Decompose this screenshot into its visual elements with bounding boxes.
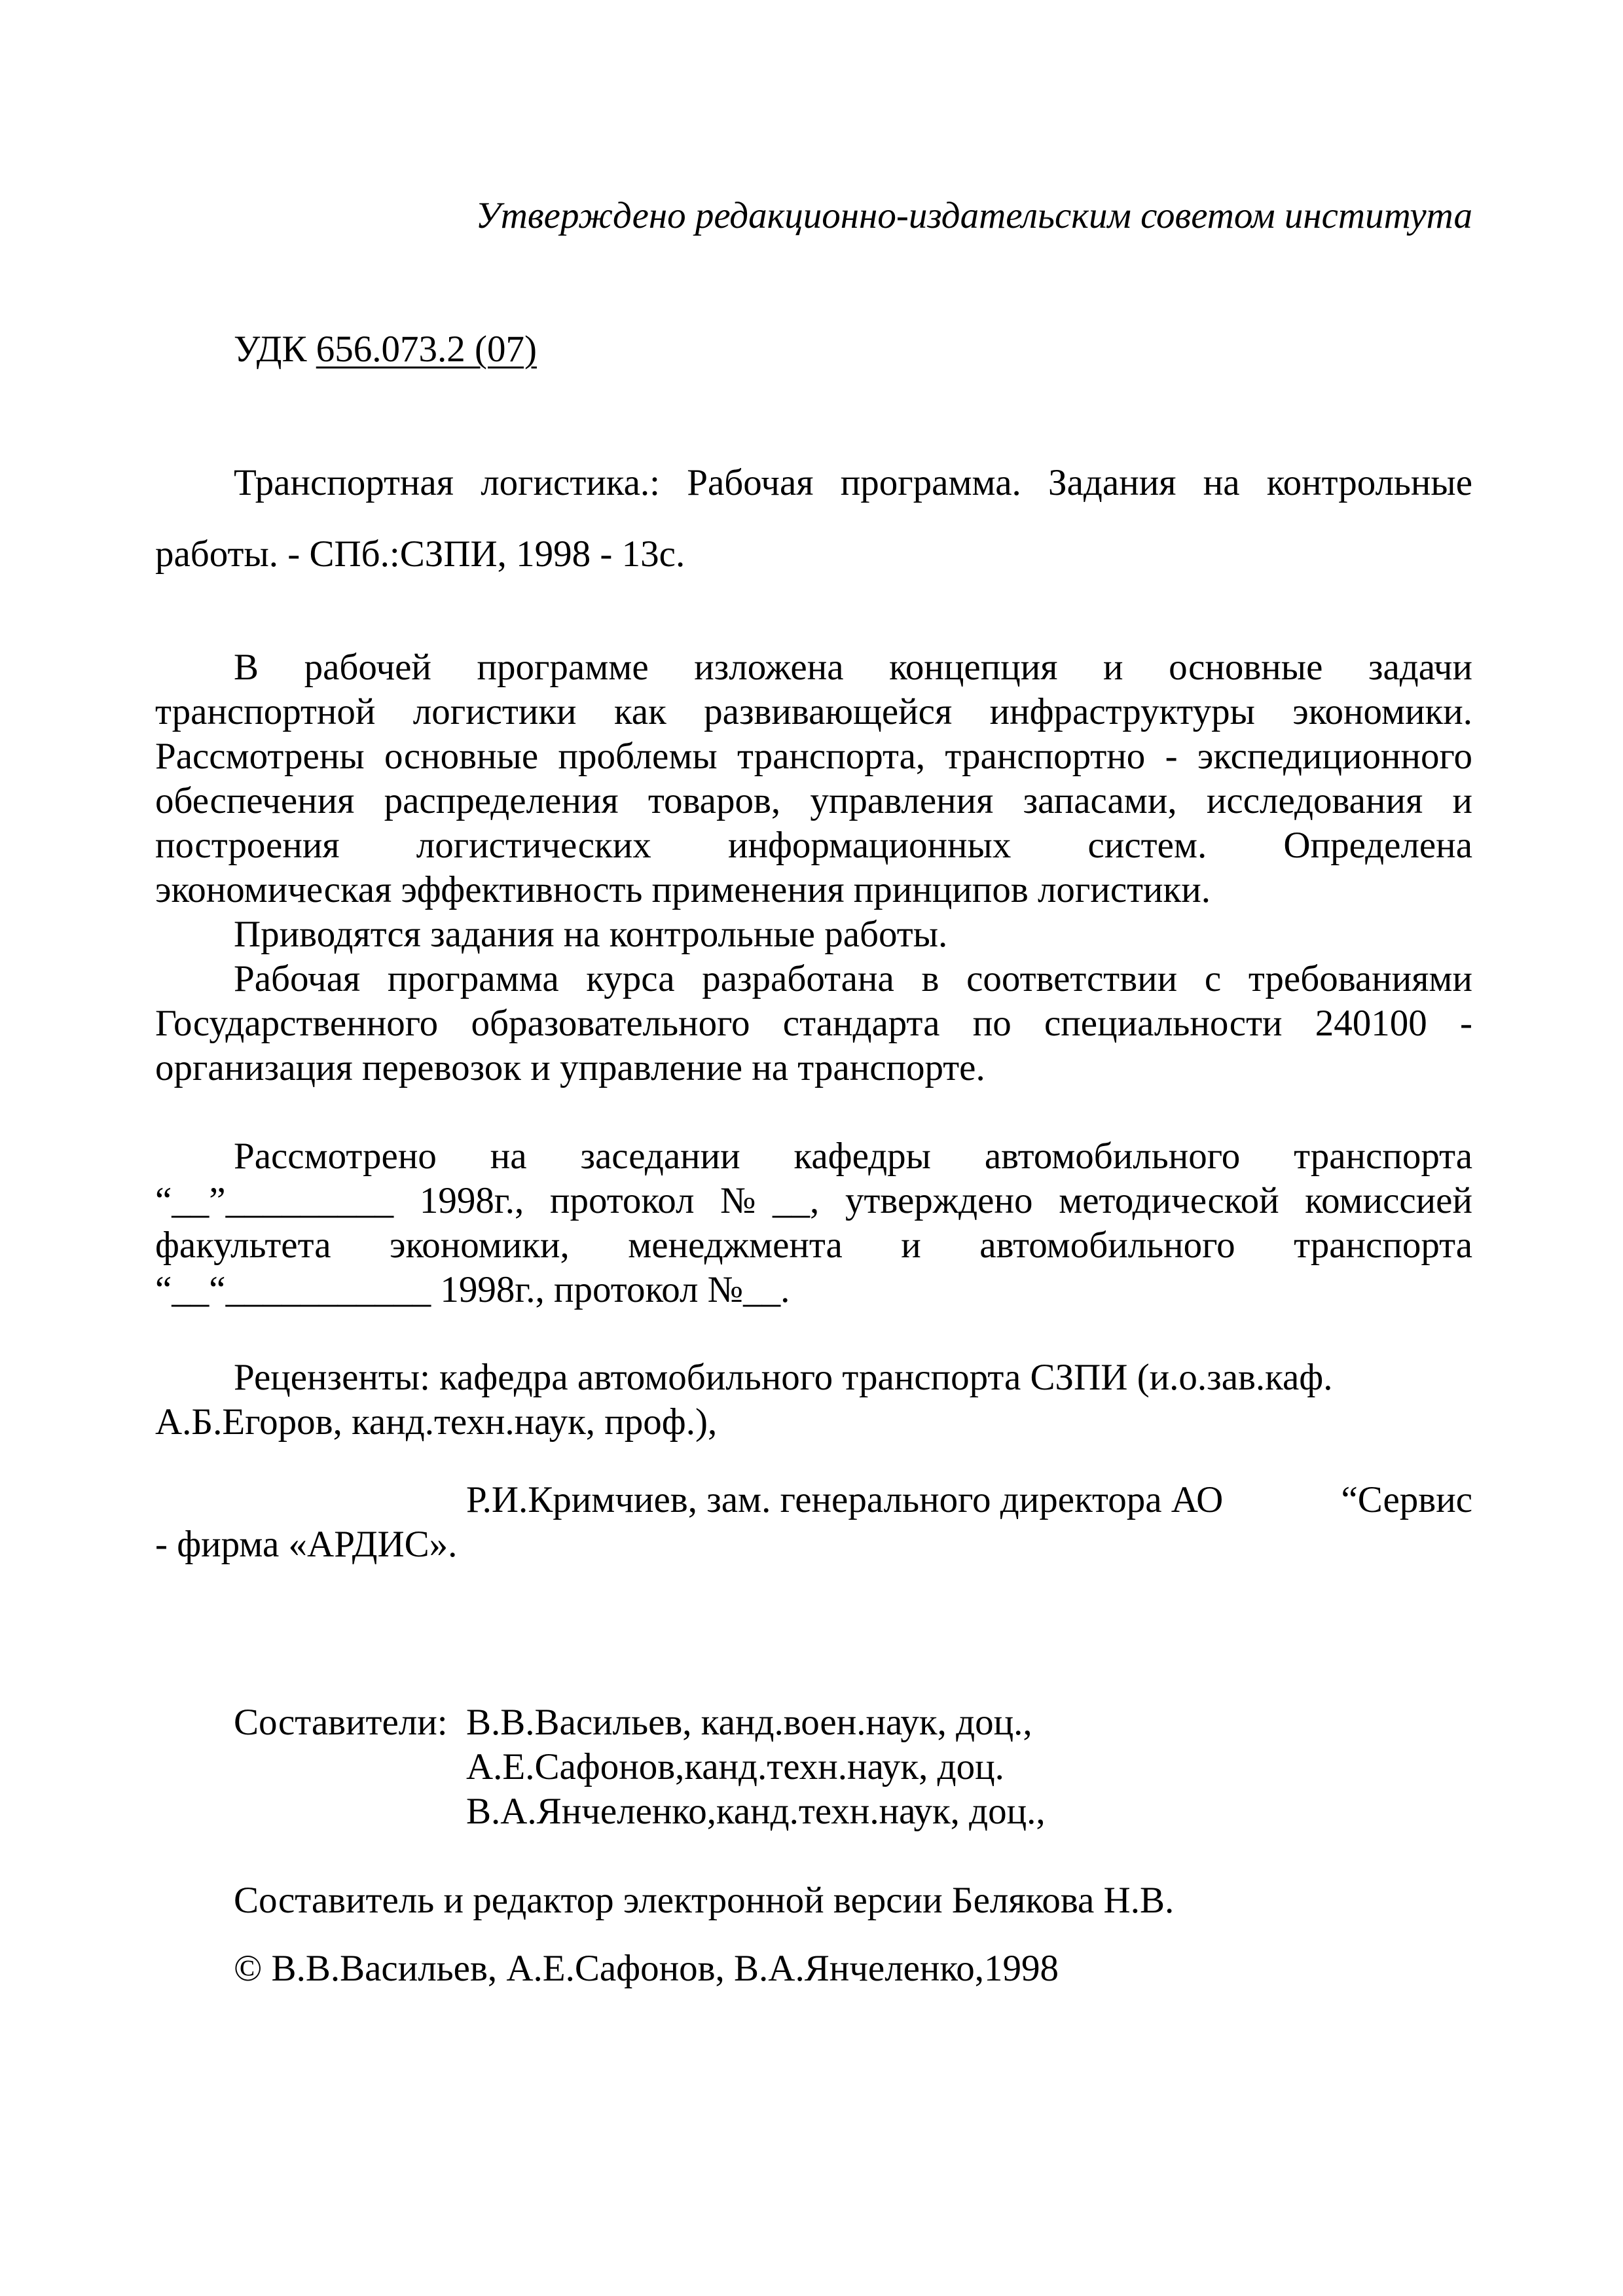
compiler-3: В.А.Янчеленко,канд.техн.наук, доц.,: [466, 1791, 1046, 1832]
approval-line: Утверждено редакционно-издательским советом института: [475, 195, 1472, 236]
abstract-line-10: организация перевозок и управление на транспорте.: [155, 1047, 985, 1088]
reviewers-line-2: А.Б.Егоров, канд.техн.наук, проф.),: [155, 1401, 718, 1443]
compilers-label: Составители:: [234, 1702, 457, 1743]
abstract-line-4: обеспечения распределения товаров, управления запасами, исследования и: [155, 780, 1472, 821]
review-line-2: “__”_________ 1998г., протокол №__, утверждено методической комиссией: [155, 1180, 1472, 1221]
reviewers-line-3-end: “Сервис: [1341, 1479, 1472, 1520]
bib-line-2: работы. - СПб.:СЗПИ, 1998 - 13с.: [155, 533, 685, 575]
compiler-2: А.Е.Сафонов,канд.техн.наук, доц.: [466, 1746, 1004, 1787]
review-line-1: Рассмотрено на заседании кафедры автомобильного транспорта: [234, 1136, 1472, 1177]
reviewers-line-3: Р.И.Кримчиев, зам. генерального директора АО: [466, 1479, 1224, 1520]
reviewers-line-4: - фирма «АРДИС».: [155, 1524, 458, 1565]
abstract-line-7: Приводятся задания на контрольные работы.: [234, 914, 948, 955]
review-line-4: “__“___________ 1998г., протокол №__.: [155, 1269, 790, 1310]
udk-code: 656.073.2 (07): [316, 329, 537, 370]
bib-line-1: Транспортная логистика.: Рабочая программа. Задания на контрольные: [234, 462, 1472, 503]
udk-line: [234, 327, 537, 372]
abstract-line-3: Рассмотрены основные проблемы транспорта, транспортно - экспедиционного: [155, 736, 1472, 777]
abstract-line-6: экономическая эффективность применения принципов логистики.: [155, 869, 1211, 910]
review-line-3: факультета экономики, менеджмента и автомобильного транспорта: [155, 1225, 1472, 1266]
abstract-line-2: транспортной логистики как развивающейся инфраструктуры экономики.: [155, 691, 1472, 732]
abstract-line-1: В рабочей программе изложена концепция и основные задачи: [234, 647, 1472, 688]
abstract-line-5: построения логистических информационных систем. Определена: [155, 825, 1472, 866]
compiler-1: В.В.Васильев, канд.воен.наук, доц.,: [466, 1702, 1032, 1743]
udk-label: УДК: [234, 329, 316, 370]
copyright-line: © В.В.Васильев, А.Е.Сафонов, В.А.Янчеленко,1998: [234, 1948, 1059, 1989]
reviewers-line-1: Рецензенты: кафедра автомобильного транспорта СЗПИ (и.о.зав.каф.: [234, 1357, 1333, 1398]
abstract-line-8: Рабочая программа курса разработана в соответствии с требованиями: [234, 958, 1472, 999]
editor-line: Составитель и редактор электронной версии Белякова Н.В.: [234, 1880, 1175, 1921]
abstract-line-9: Государственного образовательного стандарта по специальности 240100 -: [155, 1003, 1472, 1044]
